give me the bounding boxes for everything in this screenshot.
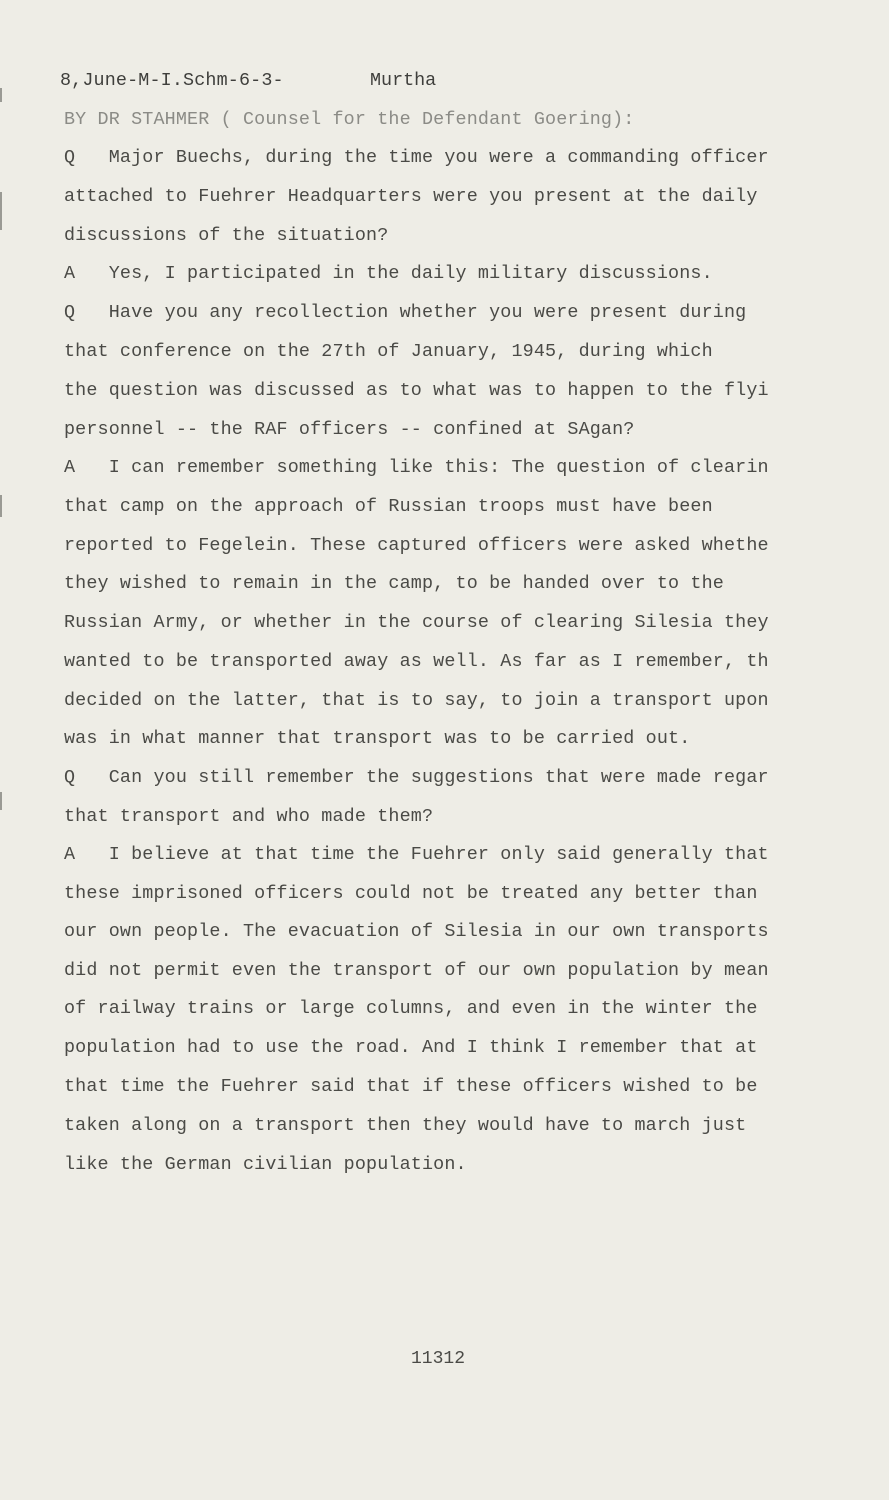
page-number: 11312 — [411, 1349, 466, 1369]
transcript-line: that transport and who made them? — [64, 806, 434, 827]
transcript-line: was in what manner that transport was to be carried out. — [64, 728, 691, 749]
speaker-heading: BY DR STAHMER ( Counsel for the Defendant Goering): — [64, 109, 635, 130]
edge-mark — [0, 88, 2, 102]
edge-mark — [0, 495, 2, 517]
transcript-line: A Yes, I participated in the daily military discussions. — [64, 263, 713, 284]
transcript-line: discussions of the situation? — [64, 225, 389, 246]
transcript-line: our own people. The evacuation of Silesia in our own transports — [64, 921, 769, 942]
transcript-line: wanted to be transported away as well. As far as I remember, th — [64, 651, 769, 672]
transcript-line: the question was discussed as to what was to happen to the flyi — [64, 380, 769, 401]
transcript-line: attached to Fuehrer Headquarters were you present at the daily — [64, 186, 758, 207]
transcript-line: of railway trains or large columns, and even in the winter the — [64, 998, 758, 1019]
edge-mark — [0, 792, 2, 810]
transcript-line: A I can remember something like this: The question of clearin — [64, 457, 769, 478]
transcript-line: that conference on the 27th of January, 1945, during which — [64, 341, 713, 362]
transcript-line: Russian Army, or whether in the course of clearing Silesia they — [64, 612, 769, 633]
transcript-line: these imprisoned officers could not be treated any better than — [64, 883, 758, 904]
transcript-line: like the German civilian population. — [64, 1154, 467, 1175]
transcript-line: decided on the latter, that is to say, to join a transport upon — [64, 690, 769, 711]
edge-mark — [0, 192, 2, 230]
transcript-line: did not permit even the transport of our own population by mean — [64, 960, 769, 981]
transcript-line: they wished to remain in the camp, to be handed over to the — [64, 573, 724, 594]
transcript-line: reported to Fegelein. These captured officers were asked whethe — [64, 535, 769, 556]
transcript-line: Q Can you still remember the suggestions that were made regar — [64, 767, 769, 788]
transcript-line: population had to use the road. And I think I remember that at — [64, 1037, 758, 1058]
transcript-line: that time the Fuehrer said that if these officers wished to be — [64, 1076, 758, 1097]
transcript-line: Q Major Buechs, during the time you were a commanding officer — [64, 147, 769, 168]
transcript-line: personnel -- the RAF officers -- confined at SAgan? — [64, 419, 635, 440]
transcript-line: that camp on the approach of Russian troops must have been — [64, 496, 713, 517]
transcript-line: taken along on a transport then they would have to march just — [64, 1115, 747, 1136]
transcript-line: Q Have you any recollection whether you were present during — [64, 302, 747, 323]
transcript-line: A I believe at that time the Fuehrer only said generally that — [64, 844, 769, 865]
reporter-name: Murtha — [370, 70, 437, 91]
document-reference: 8,June-M-I.Schm-6-3- — [60, 70, 284, 91]
